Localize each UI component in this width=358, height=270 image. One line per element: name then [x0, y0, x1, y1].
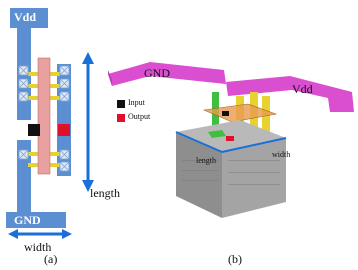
- poly-gate-a: [38, 58, 50, 174]
- legend-input-swatch: [117, 100, 125, 108]
- caption-a: (a): [44, 252, 58, 266]
- width-label-b: width: [272, 150, 291, 159]
- width-arrow-head-right: [62, 229, 72, 239]
- length-label-b: length: [196, 156, 216, 165]
- gnd-label-a: GND: [14, 213, 41, 227]
- input-pin-b: [222, 111, 229, 116]
- width-label-a: width: [24, 240, 52, 254]
- vdd-label-a: Vdd: [14, 10, 37, 24]
- panel-a: [6, 8, 94, 239]
- legend-output-label: Output: [128, 112, 151, 121]
- panel-b: [108, 62, 354, 218]
- length-label-a: length: [90, 186, 120, 200]
- output-pin-b: [226, 136, 234, 141]
- legend-output-swatch: [117, 114, 125, 122]
- vdd-label-b: Vdd: [292, 82, 313, 96]
- legend-input-label: Input: [128, 98, 145, 107]
- gnd-label-b: GND: [144, 66, 170, 80]
- length-arrow-head-top: [82, 52, 94, 64]
- width-arrow-head-left: [8, 229, 18, 239]
- input-pin-a: [28, 124, 40, 136]
- caption-b: (b): [228, 252, 242, 266]
- output-pin-a: [58, 124, 70, 136]
